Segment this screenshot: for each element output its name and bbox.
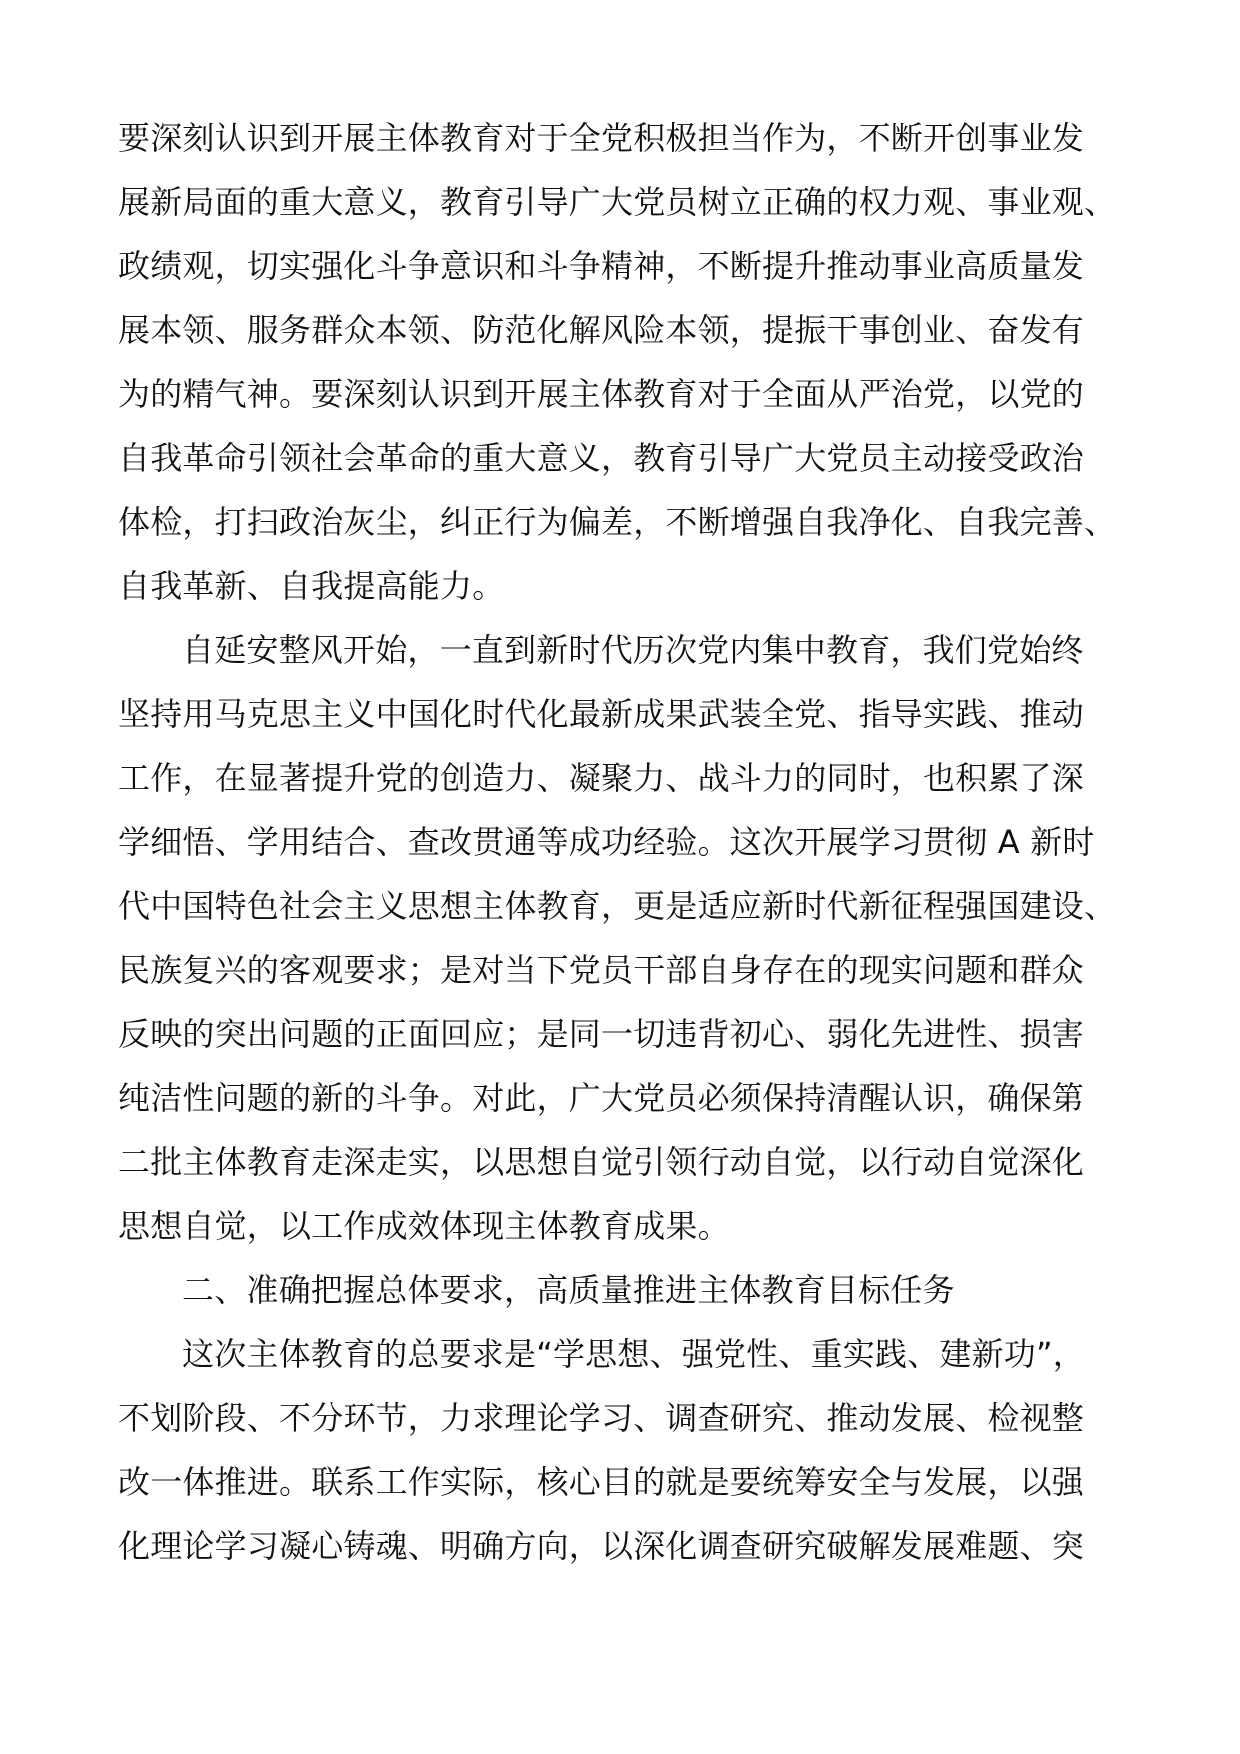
text-line: 纯洁性问题的新的斗争。对此，广大党员必须保持清醒认识，确保第 — [118, 1079, 1085, 1117]
text-line: 为的精气神。要深刻认识到开展主体教育对于全面从严治党，以党的 — [118, 375, 1085, 413]
text-line: 自我革新、自我提高能力。 — [118, 567, 505, 605]
text-line: 反映的突出问题的正面回应；是同一切违背初心、弱化先进性、损害 — [118, 1015, 1085, 1053]
text-line: 改一体推进。联系工作实际，核心目的就是要统筹安全与发展，以强 — [118, 1463, 1085, 1501]
text-line: 坚持用马克思主义中国化时代化最新成果武装全党、指导实践、推动 — [118, 695, 1085, 733]
text-line: 化理论学习凝心铸魂、明确方向，以深化调查研究破解发展难题、突 — [118, 1527, 1085, 1565]
text-line: 展本领、服务群众本领、防范化解风险本领，提振干事创业、奋发有 — [118, 311, 1085, 349]
text-line: 民族复兴的客观要求；是对当下党员干部自身存在的现实问题和群众 — [118, 951, 1085, 989]
paragraph-start-line: 自延安整风开始，一直到新时代历次党内集中教育，我们党始终 — [182, 631, 1084, 669]
paragraph-start-line: 这次主体教育的总要求是“学思想、强党性、重实践、建新功”， — [182, 1335, 1085, 1373]
text-line: 二批主体教育走深走实，以思想自觉引领行动自觉，以行动自觉深化 — [118, 1143, 1085, 1181]
text-line: 体检，打扫政治灰尘，纠正行为偏差，不断增强自我净化、自我完善、 — [118, 503, 1117, 541]
text-line: 要深刻认识到开展主体教育对于全党积极担当作为，不断开创事业发 — [118, 119, 1085, 157]
text-line: 自我革命引领社会革命的重大意义，教育引导广大党员主动接受政治 — [118, 439, 1085, 477]
text-line: 展新局面的重大意义，教育引导广大党员树立正确的权力观、事业观、 — [118, 183, 1117, 221]
text-line: 工作，在显著提升党的创造力、凝聚力、战斗力的同时，也积累了深 — [118, 759, 1085, 797]
section-heading: 二、准确把握总体要求，高质量推进主体教育目标任务 — [182, 1271, 955, 1309]
text-line: 政绩观，切实强化斗争意识和斗争精神，不断提升推动事业高质量发 — [118, 247, 1085, 285]
text-line: 学细悟、学用结合、查改贯通等成功经验。这次开展学习贯彻 A 新时 — [118, 823, 1095, 861]
text-line: 代中国特色社会主义思想主体教育，更是适应新时代新征程强国建设、 — [118, 887, 1117, 925]
text-line: 思想自觉，以工作成效体现主体教育成果。 — [118, 1207, 730, 1245]
text-line: 不划阶段、不分环节，力求理论学习、调查研究、推动发展、检视整 — [118, 1399, 1085, 1437]
